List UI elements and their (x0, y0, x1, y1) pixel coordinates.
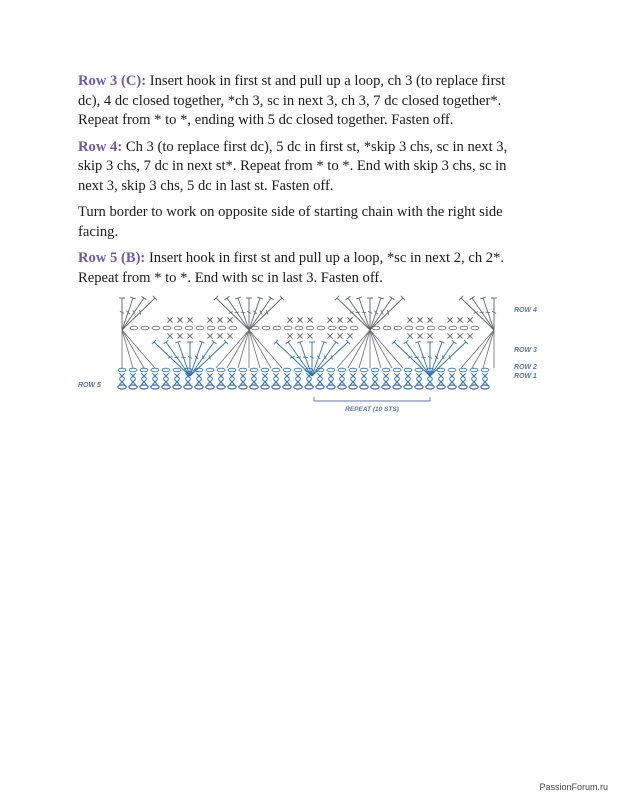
chain-symbol (151, 368, 159, 372)
row-3-leg (370, 330, 381, 368)
row-5-chain (294, 385, 302, 389)
dc-slash (175, 357, 180, 358)
dc-top (452, 340, 457, 343)
row-5-chain (162, 385, 170, 389)
row-5-chain (338, 385, 346, 389)
chain-symbol (438, 326, 446, 330)
dc-top (164, 340, 169, 343)
row-5-chain (217, 385, 225, 389)
row-5-chain (327, 385, 335, 389)
instruction-text: Ch 3 (to replace first dc), 5 dc in first st, *skip 3 chs, sc in next 3, skip 3 chs, 7 dc in next st*. Repeat from * to *. End with skip 3 chs, sc in next 3, skip 3 chs, 5 dc in last st. Fasten off. (78, 138, 508, 194)
row-5-chain (393, 385, 401, 389)
chain-symbol (404, 368, 412, 372)
chain-symbol (459, 368, 467, 372)
row-5-chain (184, 385, 192, 389)
row-5-chain (118, 385, 126, 389)
row-5-chain (459, 385, 467, 389)
dc-symbol (249, 298, 282, 330)
row-3-leg (122, 330, 144, 368)
chain-symbol (185, 326, 193, 330)
chain-symbol (349, 368, 357, 372)
row-2-label: ROW 2 (514, 364, 537, 371)
chain-symbol (218, 326, 226, 330)
row-5-chain (349, 385, 357, 389)
row-3-leg (483, 330, 494, 368)
chain-symbol (250, 368, 258, 372)
instruction-turn-border (78, 203, 528, 242)
row-5-chain (250, 385, 258, 389)
row-3-leg (249, 330, 271, 368)
instruction-text: Insert hook in first st and pull up a loop, *sc in next 2, ch 2*. Repeat from * to *. End with sc in last 3. Fasten off. (78, 250, 505, 286)
chain-symbol (371, 368, 379, 372)
row-3-leg (472, 330, 494, 368)
instruction-text: Insert hook in first st and pull up a loop, ch 3 (to replace first dc), 4 dc closed together, *ch 3, sc in next 3, ch 3, 7 dc closed together*. Repeat from * to *, ending with 5 dc closed together. Fasten off. (78, 73, 506, 128)
chain-symbol (173, 368, 181, 372)
chain-symbol (262, 326, 270, 330)
chain-symbol (196, 326, 204, 330)
chain-symbol (163, 326, 171, 330)
row-5-chain (437, 385, 445, 389)
chain-symbol (470, 368, 478, 372)
chain-symbol (130, 326, 138, 330)
row-3-leg (337, 330, 370, 368)
dc-symbol (122, 298, 155, 330)
dc-top (334, 340, 339, 343)
chain-symbol (295, 326, 303, 330)
instruction-row-3 (78, 72, 528, 131)
row-5-chain (261, 385, 269, 389)
chain-symbol (327, 368, 335, 372)
row-5-chain (140, 385, 148, 389)
chain-symbol (372, 326, 380, 330)
chart-symbols (118, 296, 497, 389)
dc-symbol (406, 342, 430, 376)
watermark: PassionForum.ru (539, 782, 608, 792)
dc-symbol (472, 298, 494, 330)
chain-symbol (416, 326, 424, 330)
chain-symbol (228, 368, 236, 372)
chain-symbol (339, 326, 347, 330)
dc-slash (415, 357, 420, 358)
row-3-leg (370, 330, 392, 368)
instruction-text: Turn border to work on opposite side of starting chain with the right side facing. (78, 204, 503, 240)
row-5-chain (426, 385, 434, 389)
row-3-leg (370, 330, 403, 368)
instruction-row-5 (78, 249, 528, 288)
row-5-chain (239, 385, 247, 389)
repeat-label: REPEAT (10 STS) (345, 406, 399, 413)
dc-slash (362, 312, 367, 313)
crochet-chart (74, 290, 554, 420)
dc-top (212, 340, 217, 343)
row-5-chain (206, 385, 214, 389)
chain-symbol (118, 368, 126, 372)
row-5-chain (415, 385, 423, 389)
row-5-chain (228, 385, 236, 389)
dc-symbol (190, 342, 226, 376)
row-5-chain (448, 385, 456, 389)
row-5-chain (129, 385, 137, 389)
row-3-leg (249, 330, 260, 368)
chain-symbol (141, 326, 149, 330)
row-5-chain (316, 385, 324, 389)
chain-symbol (217, 368, 225, 372)
dc-symbol (312, 342, 348, 376)
chain-symbol (261, 368, 269, 372)
row-5-chain (151, 385, 159, 389)
chain-symbol (129, 368, 137, 372)
chain-symbol (449, 326, 457, 330)
row-label: Row 5 (B): (78, 250, 146, 266)
chain-symbol (272, 368, 280, 372)
row-3-leg (238, 330, 249, 368)
chain-symbol (284, 326, 292, 330)
dc-top (390, 296, 395, 299)
dc-slash (480, 312, 485, 313)
row-label: Row 4: (78, 138, 123, 155)
chain-symbol (448, 368, 456, 372)
row-5-chain (360, 385, 368, 389)
row-5-label: ROW 5 (78, 382, 101, 389)
row-5-chain (195, 385, 203, 389)
dc-symbol (337, 298, 370, 330)
dc-symbol (348, 298, 370, 330)
row-3-label: ROW 3 (514, 347, 537, 354)
dc-symbol (154, 342, 190, 376)
dc-symbol (227, 298, 249, 330)
chain-symbol (460, 326, 468, 330)
chain-symbol (207, 326, 215, 330)
chain-symbol (338, 368, 346, 372)
row-3-leg (461, 330, 494, 368)
dc-top (286, 340, 291, 343)
chain-symbol (405, 326, 413, 330)
chain-symbol (273, 326, 281, 330)
chain-symbol (328, 326, 336, 330)
dc-top (404, 340, 409, 343)
row-5-chain (272, 385, 280, 389)
dc-top (269, 296, 274, 299)
row-5-chain (173, 385, 181, 389)
repeat-bracket (314, 397, 430, 401)
chain-symbol (306, 326, 314, 330)
chain-symbol (206, 368, 214, 372)
row-5-chain (481, 385, 489, 389)
chain-symbol (481, 368, 489, 372)
dc-symbol (288, 342, 312, 376)
row-5-chain (404, 385, 412, 389)
chain-symbol (140, 368, 148, 372)
chain-symbol (427, 326, 435, 330)
dc-top (346, 296, 351, 299)
chain-symbol (229, 326, 237, 330)
chain-symbol (174, 326, 182, 330)
row-5-chain (470, 385, 478, 389)
row-1-label: ROW 1 (514, 373, 537, 380)
row-5-chain (305, 385, 313, 389)
row-label: Row 3 (C): (78, 73, 147, 89)
chain-symbol (152, 326, 160, 330)
row-5-chain (382, 385, 390, 389)
chain-symbol (360, 368, 368, 372)
row-3-leg (122, 330, 133, 368)
dc-top (142, 296, 147, 299)
row-3-leg (359, 330, 370, 368)
dc-top (470, 296, 475, 299)
chain-symbol (317, 326, 325, 330)
row-3-leg (122, 330, 155, 368)
chain-symbol (394, 326, 402, 330)
row-4-label: ROW 4 (514, 307, 537, 314)
dc-slash (235, 312, 240, 313)
row-5-chain (371, 385, 379, 389)
chain-symbol (251, 326, 259, 330)
instruction-row-4 (78, 138, 528, 197)
chain-symbol (471, 326, 479, 330)
chain-symbol (382, 368, 390, 372)
chain-symbol (393, 368, 401, 372)
row-3-leg (249, 330, 282, 368)
dc-slash (356, 312, 361, 313)
row-3-leg (348, 330, 370, 368)
dc-slash (241, 312, 246, 313)
dc-slash (297, 357, 302, 358)
dc-symbol (461, 298, 494, 330)
chain-symbol (383, 326, 391, 330)
dc-slash (486, 312, 491, 313)
dc-top (225, 296, 230, 299)
dc-symbol (216, 298, 249, 330)
chain-symbol (283, 368, 291, 372)
row-5-chain (283, 385, 291, 389)
instructions (78, 72, 528, 295)
chain-symbol (294, 368, 302, 372)
chain-symbol (162, 368, 170, 372)
chain-symbol (239, 368, 247, 372)
dc-symbol (370, 298, 403, 330)
chain-symbol (350, 326, 358, 330)
